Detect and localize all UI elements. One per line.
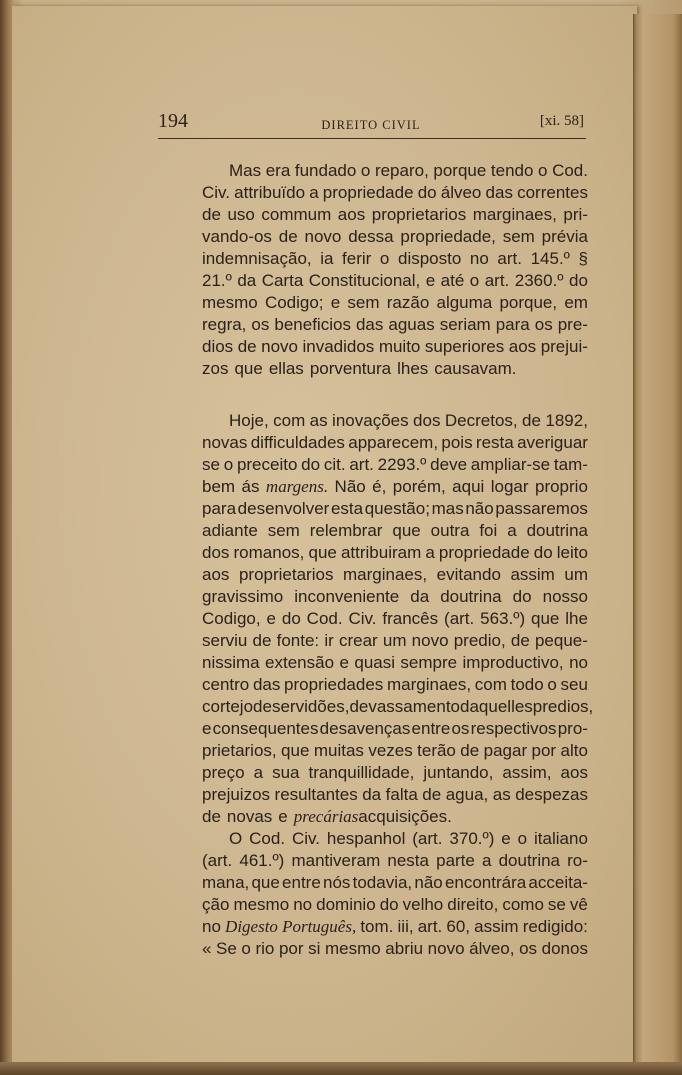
text-line: novas difficuldades apparecem, pois resta averiguar	[202, 433, 588, 452]
text-line: ção mesmo no dominio do velho direito, como se vê	[202, 895, 588, 914]
text-line: de novas e precárias acquisições.	[202, 807, 452, 826]
text-line: Hoje, com as inovações dos Decretos, de 1892,	[229, 411, 588, 430]
text-line: mana, que entre nós todavia, não encontrára acceita-	[202, 873, 588, 892]
text-line: dios de novo invadidos muito superiores aos prejui-	[202, 337, 588, 356]
text-line: O Cod. Civ. hespanhol (art. 370.º) e o italiano	[229, 829, 588, 848]
text-line: aos proprietarios marginaes, evitando assim um	[202, 565, 588, 584]
text-line: vando-os de novo dessa propriedade, sem prévia	[202, 227, 588, 246]
text-line: serviu de fonte: ir crear um novo predio, de peque-	[202, 631, 588, 650]
body-text	[202, 160, 594, 960]
text-line: zos que ellas porventura lhes causavam.	[202, 359, 517, 378]
paragraph-p3	[202, 828, 588, 960]
text-line: Codigo, e do Cod. Civ. francês (art. 563.º) que lhe	[202, 609, 588, 628]
text-line: preço a sua tranquillidade, juntando, assim, aos	[202, 763, 588, 782]
text-line: e consequentes desavenças entre os respectivos pro-	[202, 719, 588, 738]
text-line: 21.º da Carta Constitucional, e até o art. 2360.º do	[202, 271, 588, 290]
text-line: prejuizos resultantes da falta de agua, as despezas	[202, 785, 588, 804]
text-line: indemnisação, ia ferir o disposto no art. 145.º §	[202, 249, 588, 268]
running-title: DIREITO CIVIL	[321, 118, 421, 132]
paragraph-p1	[202, 160, 588, 380]
text-line: cortejo de servidões, devassamento daquelles predios,	[202, 697, 594, 716]
text-line: mesmo Codigo; e sem razão alguma porque, em	[202, 293, 588, 312]
next-page-edge	[633, 14, 682, 1075]
text-line: « Se o rio por si mesmo abriu novo álveo, os donos	[202, 939, 588, 958]
text-line: se o preceito do cit. art. 2293.º deve ampliar-se tam-	[202, 455, 588, 474]
page-bottom-edge	[0, 1062, 682, 1075]
text-line: para desenvolver esta questão; mas não passaremos	[202, 499, 588, 518]
text-line: Mas era fundado o reparo, porque tendo o Cod.	[229, 161, 588, 180]
text-line: gravissimo inconveniente da doutrina do nosso	[202, 587, 588, 606]
text-line: bem ás margens. Não é, porém, aqui logar proprio	[202, 477, 588, 496]
text-line: (art. 461.º) mantiveram nesta parte a doutrina ro-	[202, 851, 588, 870]
text-line: adiante sem relembrar que outra foi a doutrina	[202, 521, 588, 540]
text-line: centro das propriedades marginaes, com todo o seu	[202, 675, 588, 694]
text-line: no Digesto Português, tom. iii, art. 60, assim redigido:	[202, 917, 588, 936]
header-rule	[158, 138, 586, 139]
text-line: Civ. attribuïdo a propriedade do álveo das correntes	[202, 183, 588, 202]
section-reference: [xi. 58]	[539, 113, 584, 129]
text-line: prietarios, que muitas vezes terão de pagar por alto	[202, 741, 588, 760]
text-line: nissima extensão e quasi sempre improductivo, no	[202, 653, 588, 672]
text-line: regra, os beneficios das aguas seriam para os pre-	[202, 315, 588, 334]
text-line: de uso commum aos proprietarios marginaes, pri-	[202, 205, 588, 224]
running-header	[155, 106, 587, 136]
page-number: 194	[158, 110, 188, 132]
paragraph-p2	[202, 410, 594, 828]
paragraph-gap	[202, 380, 588, 410]
text-line: dos romanos, que attribuiram a propriedade do leito	[202, 543, 588, 562]
